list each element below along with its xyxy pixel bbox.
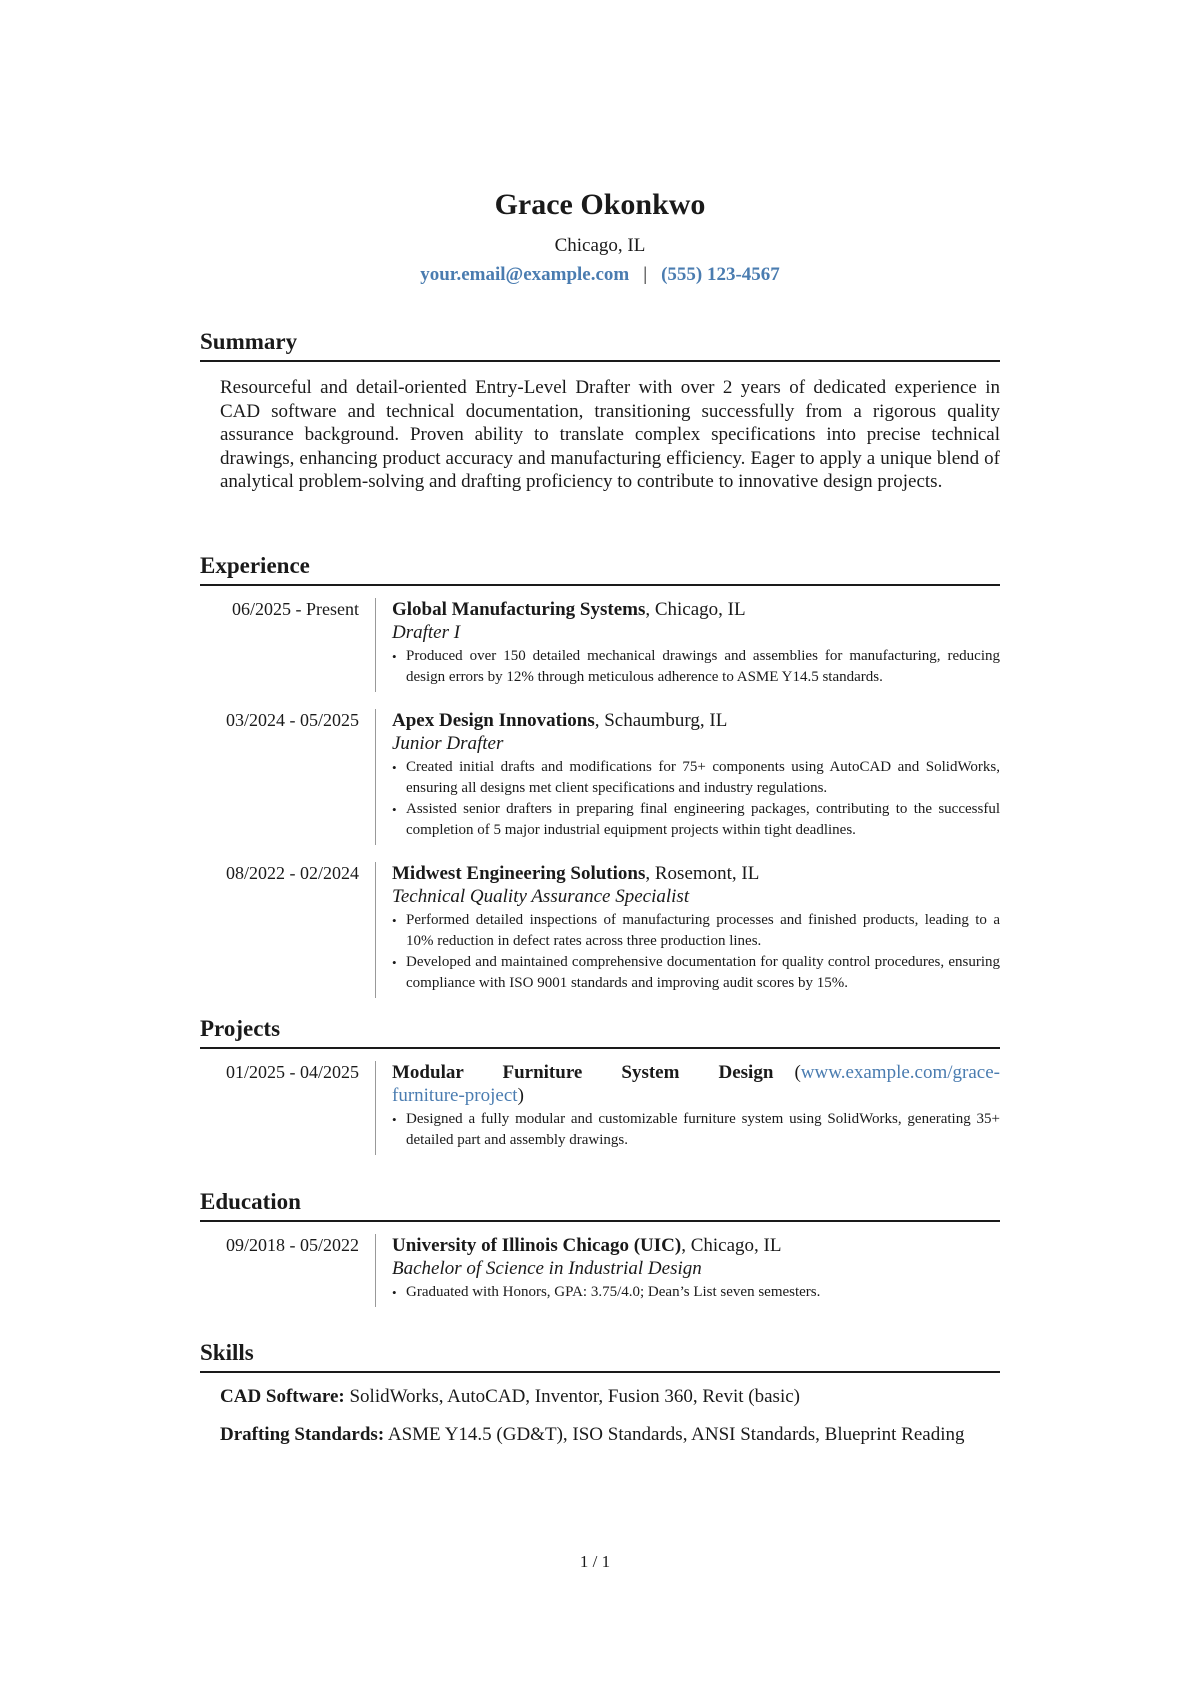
entry-location: , Schaumburg, IL <box>594 710 728 731</box>
entry-body <box>375 598 1000 692</box>
entry-role: Technical Quality Assurance Specialist <box>392 886 690 907</box>
entry-bullets <box>392 757 1000 841</box>
experience-section <box>200 551 1000 998</box>
project-entry <box>200 1061 1000 1155</box>
skill-label: CAD Software: <box>220 1386 345 1407</box>
entry-date: 03/2024 - 05/2025 <box>226 710 359 730</box>
entry-bullets <box>392 910 1000 994</box>
entry-org: Global Manufacturing Systems <box>392 599 646 620</box>
skills-title: Skills <box>200 1338 1000 1373</box>
entry-body <box>375 1234 1000 1307</box>
experience-title: Experience <box>200 551 1000 586</box>
entry-body <box>375 862 1000 998</box>
contact-line <box>200 264 1000 286</box>
entry-org-line <box>392 862 1000 885</box>
experience-entry <box>200 598 1000 692</box>
phone-link[interactable]: (555) 123-4567 <box>661 264 780 285</box>
projects-title: Projects <box>200 1014 1000 1049</box>
skills-list <box>220 1385 1000 1447</box>
entry-location: , Rosemont, IL <box>645 863 760 884</box>
entry-body <box>375 709 1000 845</box>
entry-org: Apex Design Innovations <box>392 710 595 731</box>
project-link[interactable]: www.example.com/grace-furniture-project <box>392 1062 1000 1106</box>
entry-bullet: • Developed and maintained comprehensive documentation for quality control procedures, ensuring compliance with ISO 9001 standards and improving audit scores by 15%. <box>392 952 1000 994</box>
entry-date: 01/2025 - 04/2025 <box>226 1062 359 1082</box>
entry-bullets <box>392 646 1000 688</box>
project-name: Modular Furniture System Design <box>392 1062 774 1083</box>
entry-role: Junior Drafter <box>392 733 504 754</box>
entry-bullet: • Assisted senior drafters in preparing final engineering packages, contributing to the successful completion of 5 major industrial equipment projects within tight deadlines. <box>392 799 1000 841</box>
entry-org-line <box>392 1234 1000 1257</box>
projects-section <box>200 1014 1000 1155</box>
entry-org-line <box>392 709 1000 732</box>
entry-date: 09/2018 - 05/2022 <box>226 1235 359 1255</box>
summary-title: Summary <box>200 327 1000 362</box>
entry-bullet: • Performed detailed inspections of manufacturing processes and finished products, leading to a 10% reduction in defect rates across three production lines. <box>392 910 1000 952</box>
entry-location: , Chicago, IL <box>645 599 746 620</box>
skill-row <box>220 1423 1000 1447</box>
entry-bullet: • Created initial drafts and modifications for 75+ components using AutoCAD and SolidWorks, ensuring all designs met client specifications and industry regulations. <box>392 757 1000 799</box>
entry-bullets <box>392 1109 1000 1151</box>
entry-date: 06/2025 - Present <box>232 599 359 619</box>
skills-section <box>200 1338 1000 1461</box>
entry-role: Bachelor of Science in Industrial Design <box>392 1258 702 1279</box>
project-name-line <box>392 1061 1000 1107</box>
entry-org: Midwest Engineering Solutions <box>392 863 646 884</box>
entry-location: , Chicago, IL <box>681 1235 782 1256</box>
project-open-paren: ( <box>773 1062 801 1083</box>
candidate-location: Chicago, IL <box>554 235 646 256</box>
entry-bullet: • Produced over 150 detailed mechanical drawings and assemblies for manufacturing, reducing design errors by 12% through meticulous adherence to ASME Y14.5 standards. <box>392 646 1000 688</box>
experience-entry <box>200 862 1000 998</box>
entry-bullets <box>392 1282 1000 1303</box>
entry-bullet: • Designed a fully modular and customizable furniture system using SolidWorks, generating 35+ detailed part and assembly drawings. <box>392 1109 1000 1151</box>
email-link[interactable]: your.email@example.com <box>420 264 630 285</box>
page-number: 1 / 1 <box>579 1552 611 1571</box>
entry-date: 08/2022 - 02/2024 <box>226 863 359 883</box>
candidate-name: Grace Okonkwo <box>494 188 706 221</box>
skill-row <box>220 1385 1000 1409</box>
contact-separator: | <box>643 264 648 285</box>
education-entry <box>200 1234 1000 1307</box>
project-close-paren: ) <box>517 1085 524 1106</box>
entry-role: Drafter I <box>392 622 461 643</box>
education-title: Education <box>200 1187 1000 1222</box>
entry-org: University of Illinois Chicago (UIC) <box>392 1235 682 1256</box>
entry-org-line <box>392 598 1000 621</box>
experience-entry <box>200 709 1000 845</box>
summary-text: Resourceful and detail-oriented Entry-Level Drafter with over 2 years of dedicated experience in CAD software and technical documentation, transitioning successfully from a rigorous quality assurance background. Proven ability to translate complex specifications into precise technical drawings, enhancing product accuracy and manufacturing efficiency. Eager to apply a unique blend of analytical problem-solving and drafting proficiency to contribute to innovative design projects. <box>220 377 1000 492</box>
skill-label: Drafting Standards: <box>220 1424 385 1445</box>
entry-bullet: • Graduated with Honors, GPA: 3.75/4.0; Dean’s List seven semesters. <box>392 1282 1000 1303</box>
summary-section <box>200 327 1000 494</box>
entry-body <box>375 1061 1000 1155</box>
skill-value: SolidWorks, AutoCAD, Inventor, Fusion 360, Revit (basic) <box>344 1386 800 1407</box>
skill-value: ASME Y14.5 (GD&T), ISO Standards, ANSI Standards, Blueprint Reading <box>384 1424 965 1445</box>
education-section <box>200 1187 1000 1307</box>
